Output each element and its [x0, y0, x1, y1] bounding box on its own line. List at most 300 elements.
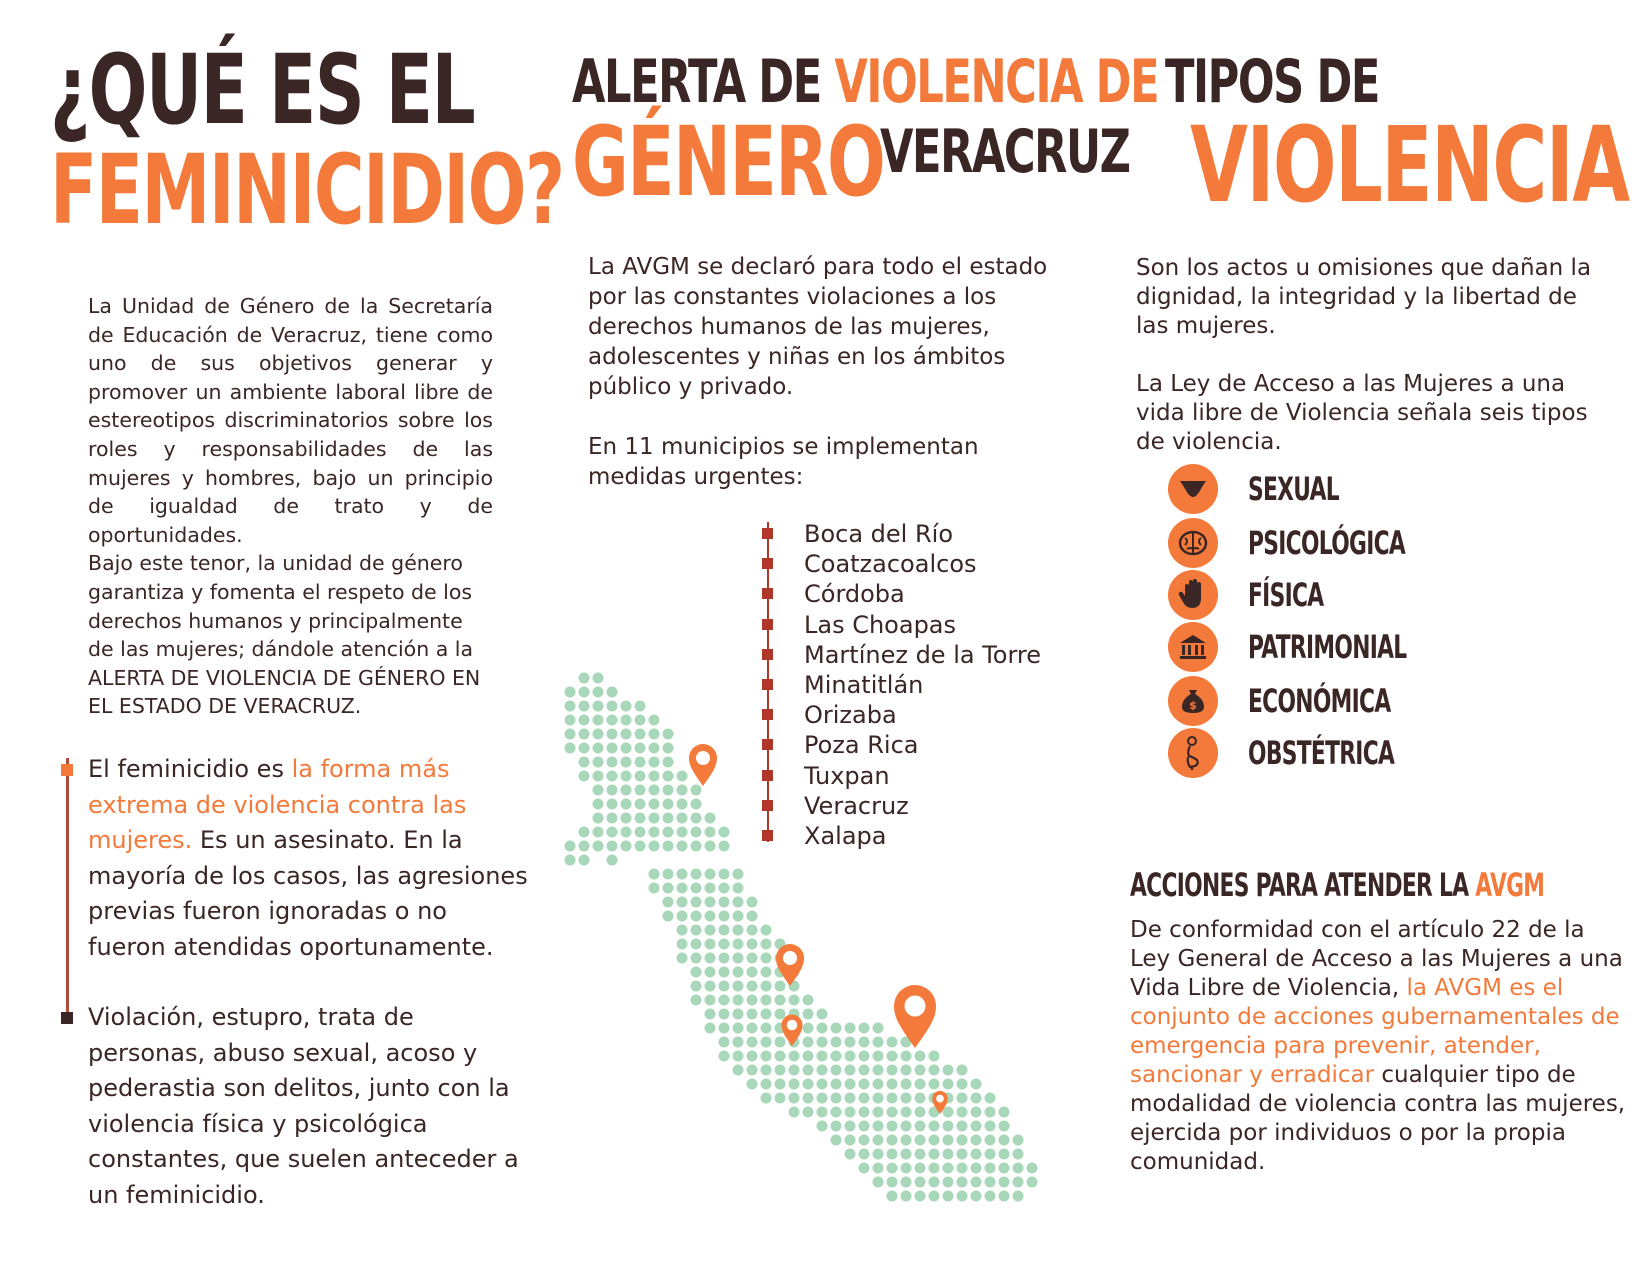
- map-dot: [761, 967, 772, 978]
- map-dot: [579, 673, 590, 684]
- map-dot: [663, 827, 674, 838]
- delitos-paragraph: Violación, estupro, trata de personas, abuso sexual, acoso y pederastia son delitos, junto con la violencia física y psicológica constantes, que suelen anteceder a un feminicidio.: [88, 1003, 519, 1209]
- map-dot: [649, 715, 660, 726]
- map-dot: [901, 1177, 912, 1188]
- map-dot: [859, 1037, 870, 1048]
- map-dot: [747, 1065, 758, 1076]
- map-dot: [691, 883, 702, 894]
- map-dot: [845, 1135, 856, 1146]
- map-dot: [859, 1079, 870, 1090]
- map-dot: [565, 855, 576, 866]
- acciones-highlight: la AVGM es el conjunto de acciones gubernamentales de emergencia para prevenir, atender, sancionar y erradicar: [1130, 975, 1620, 1088]
- map-dot: [649, 785, 660, 796]
- map-dot: [635, 715, 646, 726]
- map-dot: [887, 1037, 898, 1048]
- map-dot: [719, 897, 730, 908]
- map-dot: [929, 1149, 940, 1160]
- location-pin-icon: [776, 944, 804, 986]
- municipality-name: Martínez de la Torre: [804, 640, 1042, 669]
- map-dot: [663, 757, 674, 768]
- map-dot: [691, 869, 702, 880]
- map-dot: [607, 687, 618, 698]
- map-dot: [999, 1149, 1010, 1160]
- map-dot: [761, 1079, 772, 1090]
- map-dot: [691, 827, 702, 838]
- map-dot: [971, 1177, 982, 1188]
- map-dot: [677, 897, 688, 908]
- map-dot: [635, 827, 646, 838]
- map-dot: [607, 715, 618, 726]
- map-dot: [887, 1093, 898, 1104]
- map-dot: [887, 1163, 898, 1174]
- map-dot: [635, 729, 646, 740]
- map-dot: [887, 1121, 898, 1132]
- map-dot: [719, 1051, 730, 1062]
- municipality-name: Córdoba: [804, 580, 905, 609]
- map-dot: [957, 1093, 968, 1104]
- map-dot: [677, 841, 688, 852]
- map-dot: [775, 1037, 786, 1048]
- map-dot: [733, 911, 744, 922]
- map-dot: [621, 785, 632, 796]
- municipality-name: Coatzacoalcos: [804, 550, 977, 579]
- map-dot: [831, 1107, 842, 1118]
- map-dot: [929, 1065, 940, 1076]
- map-dot: [621, 799, 632, 810]
- map-dot: [999, 1135, 1010, 1146]
- map-dot: [803, 1009, 814, 1020]
- map-dot: [943, 1163, 954, 1174]
- map-dot: [565, 729, 576, 740]
- map-dot: [719, 939, 730, 950]
- intro-paragraph: [88, 292, 493, 721]
- title-genero: GÉNERO: [572, 106, 885, 218]
- map-dot: [845, 1065, 856, 1076]
- map-dot: [915, 1135, 926, 1146]
- map-dot: [663, 743, 674, 754]
- map-dot: [915, 1079, 926, 1090]
- title-alerta-orange: VIOLENCIA DE: [834, 47, 1159, 117]
- map-dot: [789, 1079, 800, 1090]
- map-dot: [607, 771, 618, 782]
- map-dot: [957, 1107, 968, 1118]
- map-dot: [579, 827, 590, 838]
- map-dot: [579, 757, 590, 768]
- tipos-definition: Son los actos u omisiones que dañan la dignidad, la integridad y la libertad de las mujeres.: [1136, 255, 1592, 339]
- map-dot: [943, 1107, 954, 1118]
- map-dot: [663, 883, 674, 894]
- intro-paragraph-1: La Unidad de Género de la Secretaría de Educación de Veracruz, tiene como uno de sus objetivos generar y promover un ambiente laboral libre de estereotipos discriminatorios sobre los roles y responsabilidades de las mujeres y hombres, bajo un principio de igualdad de trato y de oportunidades.: [88, 294, 493, 547]
- map-dot: [803, 1037, 814, 1048]
- map-dot: [593, 771, 604, 782]
- map-dot: [873, 1093, 884, 1104]
- map-dot: [663, 813, 674, 824]
- title-violencia: VIOLENCIA: [1190, 104, 1629, 226]
- map-dot: [873, 1051, 884, 1062]
- map-dot: [789, 1051, 800, 1062]
- municipality-name: Orizaba: [804, 701, 897, 730]
- map-dot: [593, 729, 604, 740]
- map-dot: [663, 785, 674, 796]
- map-dot: [999, 1163, 1010, 1174]
- location-pin-icon: [894, 985, 936, 1048]
- map-dot: [677, 827, 688, 838]
- acciones-title-dark: ACCIONES PARA ATENDER LA: [1130, 866, 1476, 904]
- map-dot: [677, 925, 688, 936]
- map-dot: [929, 1135, 940, 1146]
- map-dot: [691, 925, 702, 936]
- municipality-name: Xalapa: [804, 821, 887, 850]
- map-dot: [635, 813, 646, 824]
- map-dot: [649, 841, 660, 852]
- definition-pre: El feminicidio es: [88, 755, 292, 783]
- map-dot: [985, 1149, 996, 1160]
- hand-icon: [1168, 570, 1218, 620]
- map-dot: [971, 1121, 982, 1132]
- map-dot: [677, 771, 688, 782]
- map-dot: [957, 1177, 968, 1188]
- map-dot: [817, 1051, 828, 1062]
- map-dot: [663, 729, 674, 740]
- map-dot: [971, 1093, 982, 1104]
- map-dot: [607, 855, 618, 866]
- municipality-name: Veracruz: [804, 791, 909, 820]
- map-dot: [803, 995, 814, 1006]
- map-dot: [859, 1121, 870, 1132]
- map-dot: [971, 1079, 982, 1090]
- map-dot: [873, 1163, 884, 1174]
- map-dot: [873, 1107, 884, 1118]
- map-dot: [677, 869, 688, 880]
- title-alerta-dark: ALERTA DE: [572, 47, 821, 117]
- map-dot: [831, 1065, 842, 1076]
- map-dot: [747, 925, 758, 936]
- map-dot: [859, 1107, 870, 1118]
- map-dot: [579, 715, 590, 726]
- title-alerta: [572, 47, 1159, 117]
- map-dot: [845, 1037, 856, 1048]
- map-dot: [789, 1107, 800, 1118]
- map-dot: [887, 1065, 898, 1076]
- map-dot: [705, 883, 716, 894]
- map-dot: [733, 1065, 744, 1076]
- map-dot: [677, 799, 688, 810]
- map-dot: [691, 813, 702, 824]
- map-dot: [817, 1065, 828, 1076]
- violence-type-label: ECONÓMICA: [1248, 682, 1391, 720]
- map-dot: [873, 1177, 884, 1188]
- map-dot: [957, 1149, 968, 1160]
- map-dot: [593, 841, 604, 852]
- pregnant-woman-icon: [1168, 728, 1218, 778]
- map-dot: [705, 869, 716, 880]
- map-dot: [915, 1163, 926, 1174]
- map-dot: [845, 1023, 856, 1034]
- map-dot: [565, 841, 576, 852]
- map-dot: [733, 1009, 744, 1020]
- map-dot: [579, 771, 590, 782]
- map-dot: [663, 841, 674, 852]
- map-dot: [901, 1163, 912, 1174]
- map-dot: [677, 883, 688, 894]
- map-dot: [719, 869, 730, 880]
- map-dot: [873, 1121, 884, 1132]
- title-tipos-de: TIPOS DE: [1165, 47, 1379, 117]
- intro-paragraph-2: Bajo este tenor, la unidad de género garantiza y fomenta el respeto de los derechos humanos y principalmente de las mujeres; dándole atención a la ALERTA DE VIOLENCIA DE GÉNERO EN EL ESTADO DE VERACRUZ.: [88, 551, 481, 719]
- map-dot: [705, 841, 716, 852]
- map-dot: [607, 729, 618, 740]
- definition-highlight: la forma más extrema de violencia contra las mujeres.: [88, 755, 467, 854]
- map-dot: [747, 1009, 758, 1020]
- map-dot: [985, 1121, 996, 1132]
- map-dot: [621, 827, 632, 838]
- map-dot: [761, 1037, 772, 1048]
- map-dot: [887, 1177, 898, 1188]
- map-dot: [845, 1079, 856, 1090]
- map-dot: [621, 757, 632, 768]
- map-dot: [1013, 1163, 1024, 1174]
- map-dot: [593, 813, 604, 824]
- map-dot: [845, 1051, 856, 1062]
- map-dot: [607, 813, 618, 824]
- map-dot: [985, 1107, 996, 1118]
- map-dot: [677, 785, 688, 796]
- map-dot: [635, 799, 646, 810]
- acciones-paragraph: [1130, 916, 1630, 1177]
- map-dot: [971, 1163, 982, 1174]
- map-dot: [649, 743, 660, 754]
- map-dot: [789, 1093, 800, 1104]
- map-dot: [747, 1023, 758, 1034]
- map-dot: [999, 1191, 1010, 1202]
- municipality-name: Tuxpan: [804, 761, 890, 790]
- map-dot: [887, 1191, 898, 1202]
- map-dot: [635, 771, 646, 782]
- map-dot: [649, 813, 660, 824]
- municipality-marker: [762, 588, 773, 599]
- map-dot: [649, 799, 660, 810]
- map-dot: [705, 939, 716, 950]
- map-dot: [985, 1177, 996, 1188]
- map-dot: [845, 1121, 856, 1132]
- location-pin-icon: [689, 744, 717, 786]
- map-dot: [859, 1065, 870, 1076]
- map-dot: [719, 953, 730, 964]
- map-dot: [733, 1037, 744, 1048]
- map-dot: [817, 1121, 828, 1132]
- map-dot: [789, 1065, 800, 1076]
- map-dot: [705, 967, 716, 978]
- map-dot: [677, 813, 688, 824]
- map-dot: [1013, 1191, 1024, 1202]
- map-dot: [873, 1135, 884, 1146]
- map-dot: [705, 813, 716, 824]
- veracruz-dot-map: [560, 668, 1080, 1258]
- map-dot: [817, 1079, 828, 1090]
- map-dot: [775, 981, 786, 992]
- map-dot: [621, 813, 632, 824]
- map-dot: [635, 743, 646, 754]
- municipality-marker: [762, 558, 773, 569]
- map-dot: [719, 1009, 730, 1020]
- map-dot: [929, 1191, 940, 1202]
- map-dot: [579, 743, 590, 754]
- map-dot: [957, 1065, 968, 1076]
- map-dot: [705, 981, 716, 992]
- map-dot: [817, 1037, 828, 1048]
- map-dot: [859, 1163, 870, 1174]
- map-dot: [831, 1023, 842, 1034]
- municipios-paragraph: En 11 municipios se implementan medidas urgentes:: [588, 434, 979, 490]
- map-dot: [1027, 1163, 1038, 1174]
- map-dot: [887, 1107, 898, 1118]
- map-dot: [663, 799, 674, 810]
- map-dot: [957, 1135, 968, 1146]
- map-dot: [803, 1107, 814, 1118]
- map-dot: [845, 1149, 856, 1160]
- map-dot: [901, 1121, 912, 1132]
- violence-type-label: SEXUAL: [1248, 470, 1339, 508]
- underwear-icon: [1168, 464, 1218, 514]
- map-dot: [733, 897, 744, 908]
- map-dot: [663, 869, 674, 880]
- map-dot: [873, 1079, 884, 1090]
- map-dot: [691, 785, 702, 796]
- map-dot: [733, 1023, 744, 1034]
- money-bag-icon: [1168, 676, 1218, 726]
- map-dot: [607, 827, 618, 838]
- map-dot: [593, 687, 604, 698]
- map-dot: [635, 785, 646, 796]
- map-dot: [635, 701, 646, 712]
- map-dot: [859, 1023, 870, 1034]
- map-dot: [691, 841, 702, 852]
- map-dot: [663, 771, 674, 782]
- map-dot: [719, 925, 730, 936]
- map-dot: [719, 1037, 730, 1048]
- map-dot: [873, 1065, 884, 1076]
- map-dot: [915, 1191, 926, 1202]
- acciones-post: cualquier tipo de modalidad de violencia contra las mujeres, ejercida por individuos o por la propia comunidad.: [1130, 1062, 1626, 1175]
- map-dot: [943, 1121, 954, 1132]
- map-dot: [901, 1149, 912, 1160]
- map-dot: [579, 701, 590, 712]
- map-dot: [733, 925, 744, 936]
- map-dot: [1013, 1135, 1024, 1146]
- map-dot: [831, 1051, 842, 1062]
- map-dot: [719, 995, 730, 1006]
- map-dot: [887, 1135, 898, 1146]
- map-dot: [621, 771, 632, 782]
- map-dot: [663, 911, 674, 922]
- map-dot: [929, 1079, 940, 1090]
- map-dot: [915, 1121, 926, 1132]
- map-dot: [817, 1107, 828, 1118]
- municipality-name: Minatitlán: [804, 670, 924, 699]
- map-dot: [621, 743, 632, 754]
- map-dot: [831, 1079, 842, 1090]
- map-dot: [901, 1107, 912, 1118]
- map-dot: [957, 1121, 968, 1132]
- map-dot: [761, 925, 772, 936]
- acciones-title: [1130, 866, 1544, 904]
- map-dot: [873, 1023, 884, 1034]
- map-dot: [663, 897, 674, 908]
- map-dot: [929, 1051, 940, 1062]
- map-dot: [957, 1163, 968, 1174]
- map-dot: [957, 1191, 968, 1202]
- map-dot: [733, 883, 744, 894]
- brain-icon: [1168, 518, 1218, 568]
- map-dot: [719, 981, 730, 992]
- map-dot: [733, 939, 744, 950]
- map-dot: [593, 757, 604, 768]
- map-dot: [831, 1037, 842, 1048]
- title-veracruz: VERACRUZ: [880, 117, 1130, 187]
- map-dot: [943, 1065, 954, 1076]
- map-dot: [579, 729, 590, 740]
- map-dot: [747, 967, 758, 978]
- map-dot: [607, 799, 618, 810]
- map-dot: [677, 953, 688, 964]
- map-dot: [915, 1093, 926, 1104]
- violence-type-label: PSICOLÓGICA: [1248, 524, 1406, 562]
- map-dot: [719, 827, 730, 838]
- map-dot: [915, 1107, 926, 1118]
- map-dot: [971, 1135, 982, 1146]
- map-dot: [649, 869, 660, 880]
- map-dot: [593, 715, 604, 726]
- map-dot: [621, 715, 632, 726]
- map-dot: [971, 1191, 982, 1202]
- feminicidio-definition: [88, 752, 528, 965]
- map-dot: [775, 1093, 786, 1104]
- map-dot: [677, 939, 688, 950]
- map-dot: [859, 1051, 870, 1062]
- map-dot: [831, 1135, 842, 1146]
- map-dot: [747, 897, 758, 908]
- map-dot: [719, 1023, 730, 1034]
- map-dot: [1013, 1177, 1024, 1188]
- map-dot: [985, 1163, 996, 1174]
- map-dot: [719, 911, 730, 922]
- map-dot: [901, 1079, 912, 1090]
- map-dot: [579, 855, 590, 866]
- map-dot: [1013, 1149, 1024, 1160]
- map-dot: [593, 799, 604, 810]
- map-dot: [999, 1121, 1010, 1132]
- map-dot: [565, 743, 576, 754]
- map-dot: [915, 1051, 926, 1062]
- map-dot: [691, 967, 702, 978]
- map-dot: [775, 995, 786, 1006]
- map-dot: [901, 1065, 912, 1076]
- map-dot: [887, 1149, 898, 1160]
- map-dot: [607, 841, 618, 852]
- map-dot: [761, 995, 772, 1006]
- municipality-marker: [762, 619, 773, 630]
- map-dot: [817, 1009, 828, 1020]
- map-dot: [565, 687, 576, 698]
- map-dot: [733, 981, 744, 992]
- map-dot: [649, 729, 660, 740]
- map-dot: [719, 967, 730, 978]
- map-dot: [677, 911, 688, 922]
- svg-text:$: $: [1189, 699, 1197, 712]
- acciones-title-orange: AVGM: [1475, 866, 1545, 904]
- bullet-marker-orange: [61, 764, 73, 776]
- map-dot: [999, 1177, 1010, 1188]
